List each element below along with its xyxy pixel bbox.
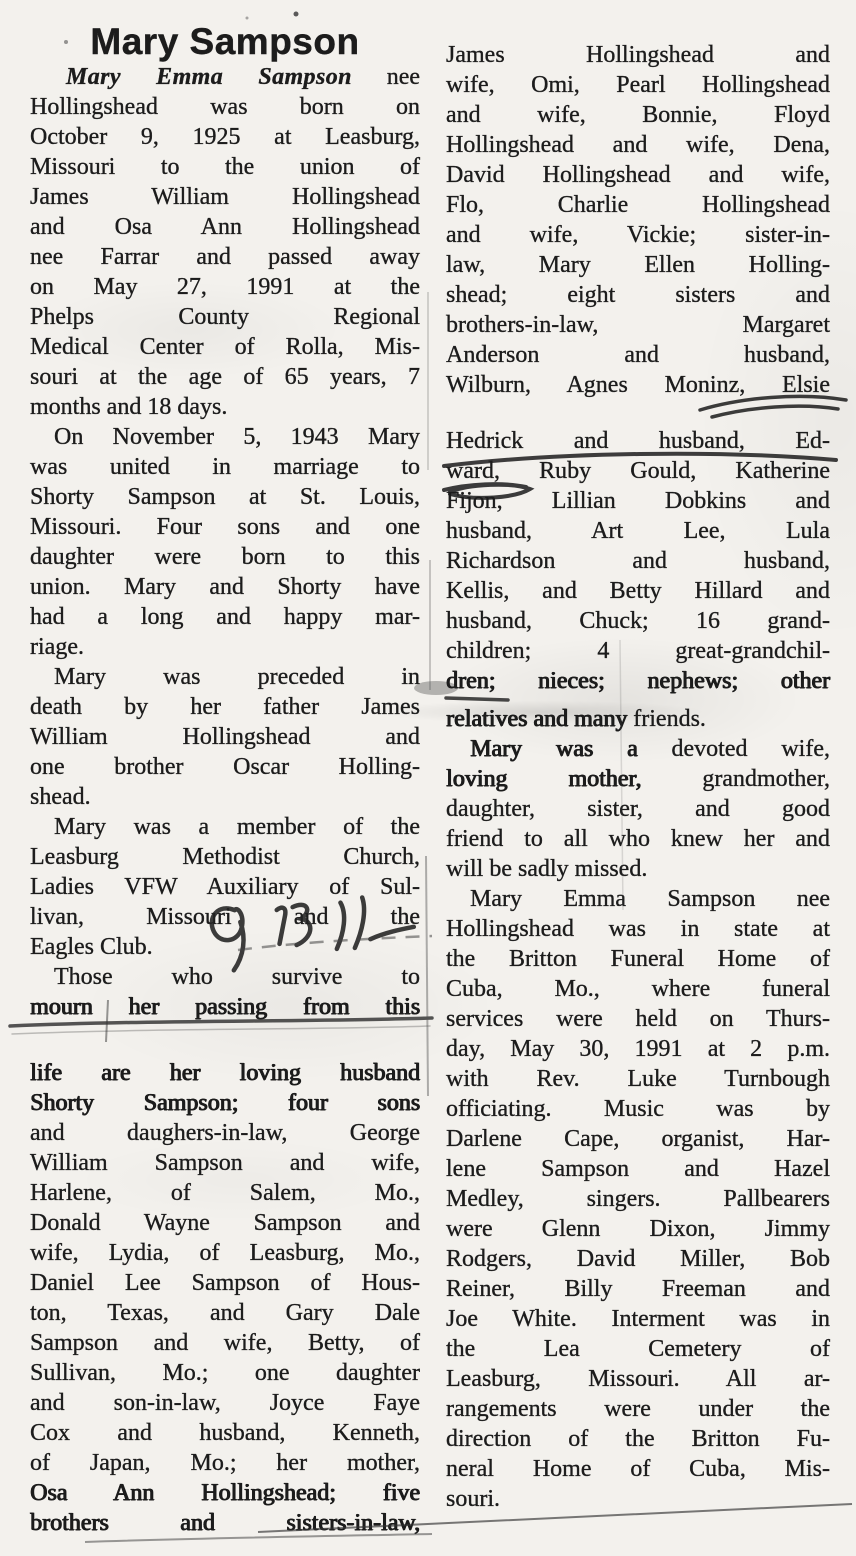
text-line <box>446 914 830 944</box>
text-line <box>30 1148 420 1178</box>
text-line <box>30 62 420 92</box>
text-segment: day, May 30, 1991 at 2 p.m. <box>446 1036 830 1062</box>
left-column-text <box>30 62 420 1538</box>
text-segment: direction of the Britton Fu- <box>446 1426 830 1452</box>
text-line <box>446 974 830 1004</box>
text-line <box>446 160 830 190</box>
text-line <box>446 426 830 456</box>
text-segment: William Hollingshead and <box>30 724 420 750</box>
text-line <box>30 572 420 602</box>
text-line <box>30 1058 420 1088</box>
text-segment: Those who survive to <box>54 964 420 990</box>
text-line <box>446 1064 830 1094</box>
text-segment: Kellis, and Betty Hillard and <box>446 578 830 604</box>
text-line <box>30 512 420 542</box>
text-line <box>30 1118 420 1148</box>
text-segment: and son-in-law, Joyce Faye <box>30 1390 420 1416</box>
text-line <box>30 1388 420 1418</box>
text-line <box>446 370 830 400</box>
text-segment: mourn her passing from this <box>30 994 420 1020</box>
text-segment: Sampson and wife, Betty, of <box>30 1330 420 1356</box>
text-line <box>446 1154 830 1184</box>
text-line <box>446 794 830 824</box>
text-line <box>446 130 830 160</box>
text-segment: and daughers-in-law, George <box>30 1120 420 1146</box>
text-line <box>30 602 420 632</box>
text-line <box>446 1394 830 1424</box>
text-line <box>446 546 830 576</box>
text-segment: On November 5, 1943 Mary <box>54 424 420 450</box>
text-line <box>30 722 420 752</box>
text-segment: with Rev. Luke Turnbough <box>446 1066 830 1092</box>
text-segment: daughter were born to this <box>30 544 420 570</box>
text-segment: Fijon, Lillian Dobkins and <box>446 488 830 514</box>
text-segment: and wife, Bonnie, Floyd <box>446 102 830 128</box>
text-segment: loving mother, <box>446 766 642 792</box>
text-segment: James William Hollingshead <box>30 184 420 210</box>
text-segment: Anderson and husband, <box>446 342 830 368</box>
text-line <box>446 944 830 974</box>
text-line <box>446 666 830 696</box>
text-segment: relatives and many <box>446 706 628 732</box>
text-segment: Darlene Cape, organist, Har- <box>446 1126 830 1152</box>
text-segment: David Hollingshead and wife, <box>446 162 830 188</box>
text-line <box>446 40 830 70</box>
text-segment: will be sadly missed. <box>446 856 648 882</box>
text-line <box>30 782 420 812</box>
text-line <box>30 1328 420 1358</box>
text-segment: souri. <box>446 1486 500 1512</box>
text-line <box>446 1004 830 1034</box>
text-line <box>30 122 420 152</box>
text-line <box>30 392 420 422</box>
text-segment: Hollingshead and wife, Dena, <box>446 132 830 158</box>
text-line <box>446 1124 830 1154</box>
text-line <box>30 1268 420 1298</box>
text-segment: rangements were under the <box>446 1396 830 1422</box>
text-segment: officiating. Music was by <box>446 1096 830 1122</box>
text-segment: Phelps County Regional <box>30 304 420 330</box>
text-line <box>446 606 830 636</box>
text-line <box>446 1214 830 1244</box>
text-line <box>446 486 830 516</box>
text-line <box>446 1094 830 1124</box>
text-segment: brothers-in-law, Margaret <box>446 312 830 338</box>
text-line <box>446 1034 830 1064</box>
text-line <box>446 704 830 734</box>
text-segment: Hollingshead was in state at <box>446 916 830 942</box>
text-segment: nee <box>351 64 420 90</box>
right-column-text <box>446 40 830 1514</box>
text-segment: and wife, Vickie; sister-in- <box>446 222 830 248</box>
text-line <box>446 516 830 546</box>
text-segment: wife, Omi, Pearl Hollingshead <box>446 72 830 98</box>
text-segment: children; 4 great-grandchil- <box>446 638 830 664</box>
text-line <box>446 1424 830 1454</box>
text-segment: Donald Wayne Sampson and <box>30 1210 420 1236</box>
text-line <box>30 1358 420 1388</box>
text-line <box>30 152 420 182</box>
text-line <box>30 692 420 722</box>
text-segment: Mary Emma Sampson nee <box>470 886 830 912</box>
text-line <box>30 1508 420 1538</box>
text-segment: were Glenn Dixon, Jimmy <box>446 1216 830 1242</box>
text-segment: union. Mary and Shorty have <box>30 574 420 600</box>
text-line <box>446 734 830 764</box>
text-segment: Shorty Sampson; four sons <box>30 1090 420 1116</box>
text-segment: Cuba, Mo., where funeral <box>446 976 830 1002</box>
text-segment: Daniel Lee Sampson of Hous- <box>30 1270 420 1296</box>
text-segment: Ladies VFW Auxiliary of Sul- <box>30 874 420 900</box>
text-line <box>30 182 420 212</box>
text-line <box>446 636 830 666</box>
text-line <box>30 422 420 452</box>
text-line <box>30 812 420 842</box>
text-line <box>446 100 830 130</box>
text-line <box>446 854 830 884</box>
text-segment: Osa Ann Hollingshead; five <box>30 1480 420 1506</box>
text-line <box>446 884 830 914</box>
text-segment: neral Home of Cuba, Mis- <box>446 1456 830 1482</box>
text-segment: Missouri to the union of <box>30 154 420 180</box>
text-line <box>30 962 420 992</box>
text-segment: Reiner, Billy Freeman and <box>446 1276 830 1302</box>
text-segment: shead. <box>30 784 91 810</box>
text-segment: Harlene, of Salem, Mo., <box>30 1180 420 1206</box>
text-segment: dren; nieces; nephews; other <box>446 668 830 694</box>
text-segment: William Sampson and wife, <box>30 1150 420 1176</box>
text-line <box>446 576 830 606</box>
text-line <box>30 92 420 122</box>
text-line <box>30 1298 420 1328</box>
left-column <box>30 22 420 1538</box>
text-line <box>30 1238 420 1268</box>
text-segment: services were held on Thurs- <box>446 1006 830 1032</box>
text-line <box>30 932 420 962</box>
text-line <box>446 1484 830 1514</box>
text-segment: Rodgers, David Miller, Bob <box>446 1246 830 1272</box>
text-line <box>446 190 830 220</box>
text-line <box>446 310 830 340</box>
text-segment: livan, Missouri and the <box>30 904 420 930</box>
text-segment: Medical Center of Rolla, Mis- <box>30 334 420 360</box>
text-line <box>446 824 830 854</box>
text-segment: on May 27, 1991 at the <box>30 274 420 300</box>
text-line <box>446 1304 830 1334</box>
text-line <box>30 752 420 782</box>
text-line <box>30 662 420 692</box>
text-line <box>30 272 420 302</box>
text-line <box>30 872 420 902</box>
text-line <box>30 1088 420 1118</box>
text-segment: Leasburg, Missouri. All ar- <box>446 1366 830 1392</box>
text-line <box>446 340 830 370</box>
text-segment: and Osa Ann Hollingshead <box>30 214 420 240</box>
text-line <box>30 1418 420 1448</box>
text-segment: Hedrick and husband, Ed- <box>446 428 830 454</box>
text-line <box>446 1184 830 1214</box>
text-segment: friends. <box>627 706 706 732</box>
text-segment: Hollingshead was born on <box>30 94 420 120</box>
text-segment: Mary was a member of the <box>54 814 420 840</box>
text-segment: the Britton Funeral Home of <box>446 946 830 972</box>
text-segment: husband, Art Lee, Lula <box>446 518 830 544</box>
text-line <box>30 302 420 332</box>
text-segment: Mary was a <box>470 736 638 762</box>
text-segment: nee Farrar and passed away <box>30 244 420 270</box>
text-line <box>30 902 420 932</box>
text-segment: Mary Emma Sampson <box>66 64 352 90</box>
text-segment: husband, Chuck; 16 grand- <box>446 608 830 634</box>
text-line <box>30 632 420 662</box>
text-line <box>30 242 420 272</box>
text-line <box>446 250 830 280</box>
text-segment: Leasburg Methodist Church, <box>30 844 420 870</box>
text-segment: the Lea Cemetery of <box>446 1336 830 1362</box>
text-segment: Wilburn, Agnes Moninz, Elsie <box>446 372 830 398</box>
text-segment: souri at the age of 65 years, 7 <box>30 364 420 390</box>
text-segment: riage. <box>30 634 84 660</box>
text-line <box>446 456 830 486</box>
text-segment: wife, Lydia, of Leasburg, Mo., <box>30 1240 420 1266</box>
text-segment: friend to all who knew her and <box>446 826 830 852</box>
text-segment: Mary was preceded in <box>54 664 420 690</box>
text-line <box>446 1274 830 1304</box>
text-segment: shead; eight sisters and <box>446 282 830 308</box>
text-line <box>446 70 830 100</box>
text-segment: months and 18 days. <box>30 394 228 420</box>
text-segment: had a long and happy mar- <box>30 604 420 630</box>
text-segment: death by her father James <box>30 694 420 720</box>
text-line <box>30 1448 420 1478</box>
text-line <box>30 1208 420 1238</box>
text-segment: ton, Texas, and Gary Dale <box>30 1300 420 1326</box>
text-line <box>30 842 420 872</box>
text-line <box>30 1178 420 1208</box>
obituary-title: Mary Sampson <box>90 21 360 62</box>
text-segment: grandmother, <box>641 766 830 792</box>
text-line <box>30 212 420 242</box>
text-segment: one brother Oscar Holling- <box>30 754 420 780</box>
text-segment: life are her loving husband <box>30 1060 420 1086</box>
text-segment: Sullivan, Mo.; one daughter <box>30 1360 420 1386</box>
text-segment: Cox and husband, Kenneth, <box>30 1420 420 1446</box>
text-segment: lene Sampson and Hazel <box>446 1156 830 1182</box>
text-segment: Medley, singers. Pallbearers <box>446 1186 830 1212</box>
text-segment: Flo, Charlie Hollingshead <box>446 192 830 218</box>
text-line <box>446 1244 830 1274</box>
text-segment: Shorty Sampson at St. Louis, <box>30 484 420 510</box>
column-divider-line <box>426 292 430 1096</box>
text-segment: law, Mary Ellen Holling- <box>446 252 830 278</box>
text-segment: daughter, sister, and good <box>446 796 830 822</box>
text-line <box>30 1478 420 1508</box>
text-line <box>446 280 830 310</box>
text-segment: devoted wife, <box>637 736 830 762</box>
text-segment: Richardson and husband, <box>446 548 830 574</box>
right-column <box>446 40 830 1514</box>
text-line <box>446 1454 830 1484</box>
text-line <box>30 332 420 362</box>
text-line <box>446 1334 830 1364</box>
text-segment: Eagles Club. <box>30 934 153 960</box>
text-line <box>30 542 420 572</box>
text-segment: October 9, 1925 at Leasburg, <box>30 124 420 150</box>
text-line <box>446 1364 830 1394</box>
text-line <box>30 482 420 512</box>
text-segment: of Japan, Mo.; her mother, <box>30 1450 420 1476</box>
text-line <box>446 764 830 794</box>
text-segment: Missouri. Four sons and one <box>30 514 420 540</box>
text-line <box>30 362 420 392</box>
text-segment: James Hollingshead and <box>446 42 830 68</box>
text-line <box>446 220 830 250</box>
text-segment: was united in marriage to <box>30 454 420 480</box>
text-segment: brothers and sisters-in-law, <box>30 1510 420 1536</box>
text-line <box>30 992 420 1022</box>
text-line <box>30 452 420 482</box>
text-segment: Joe White. Interment was in <box>446 1306 830 1332</box>
text-segment: ward, Ruby Gould, Katherine <box>446 458 830 484</box>
